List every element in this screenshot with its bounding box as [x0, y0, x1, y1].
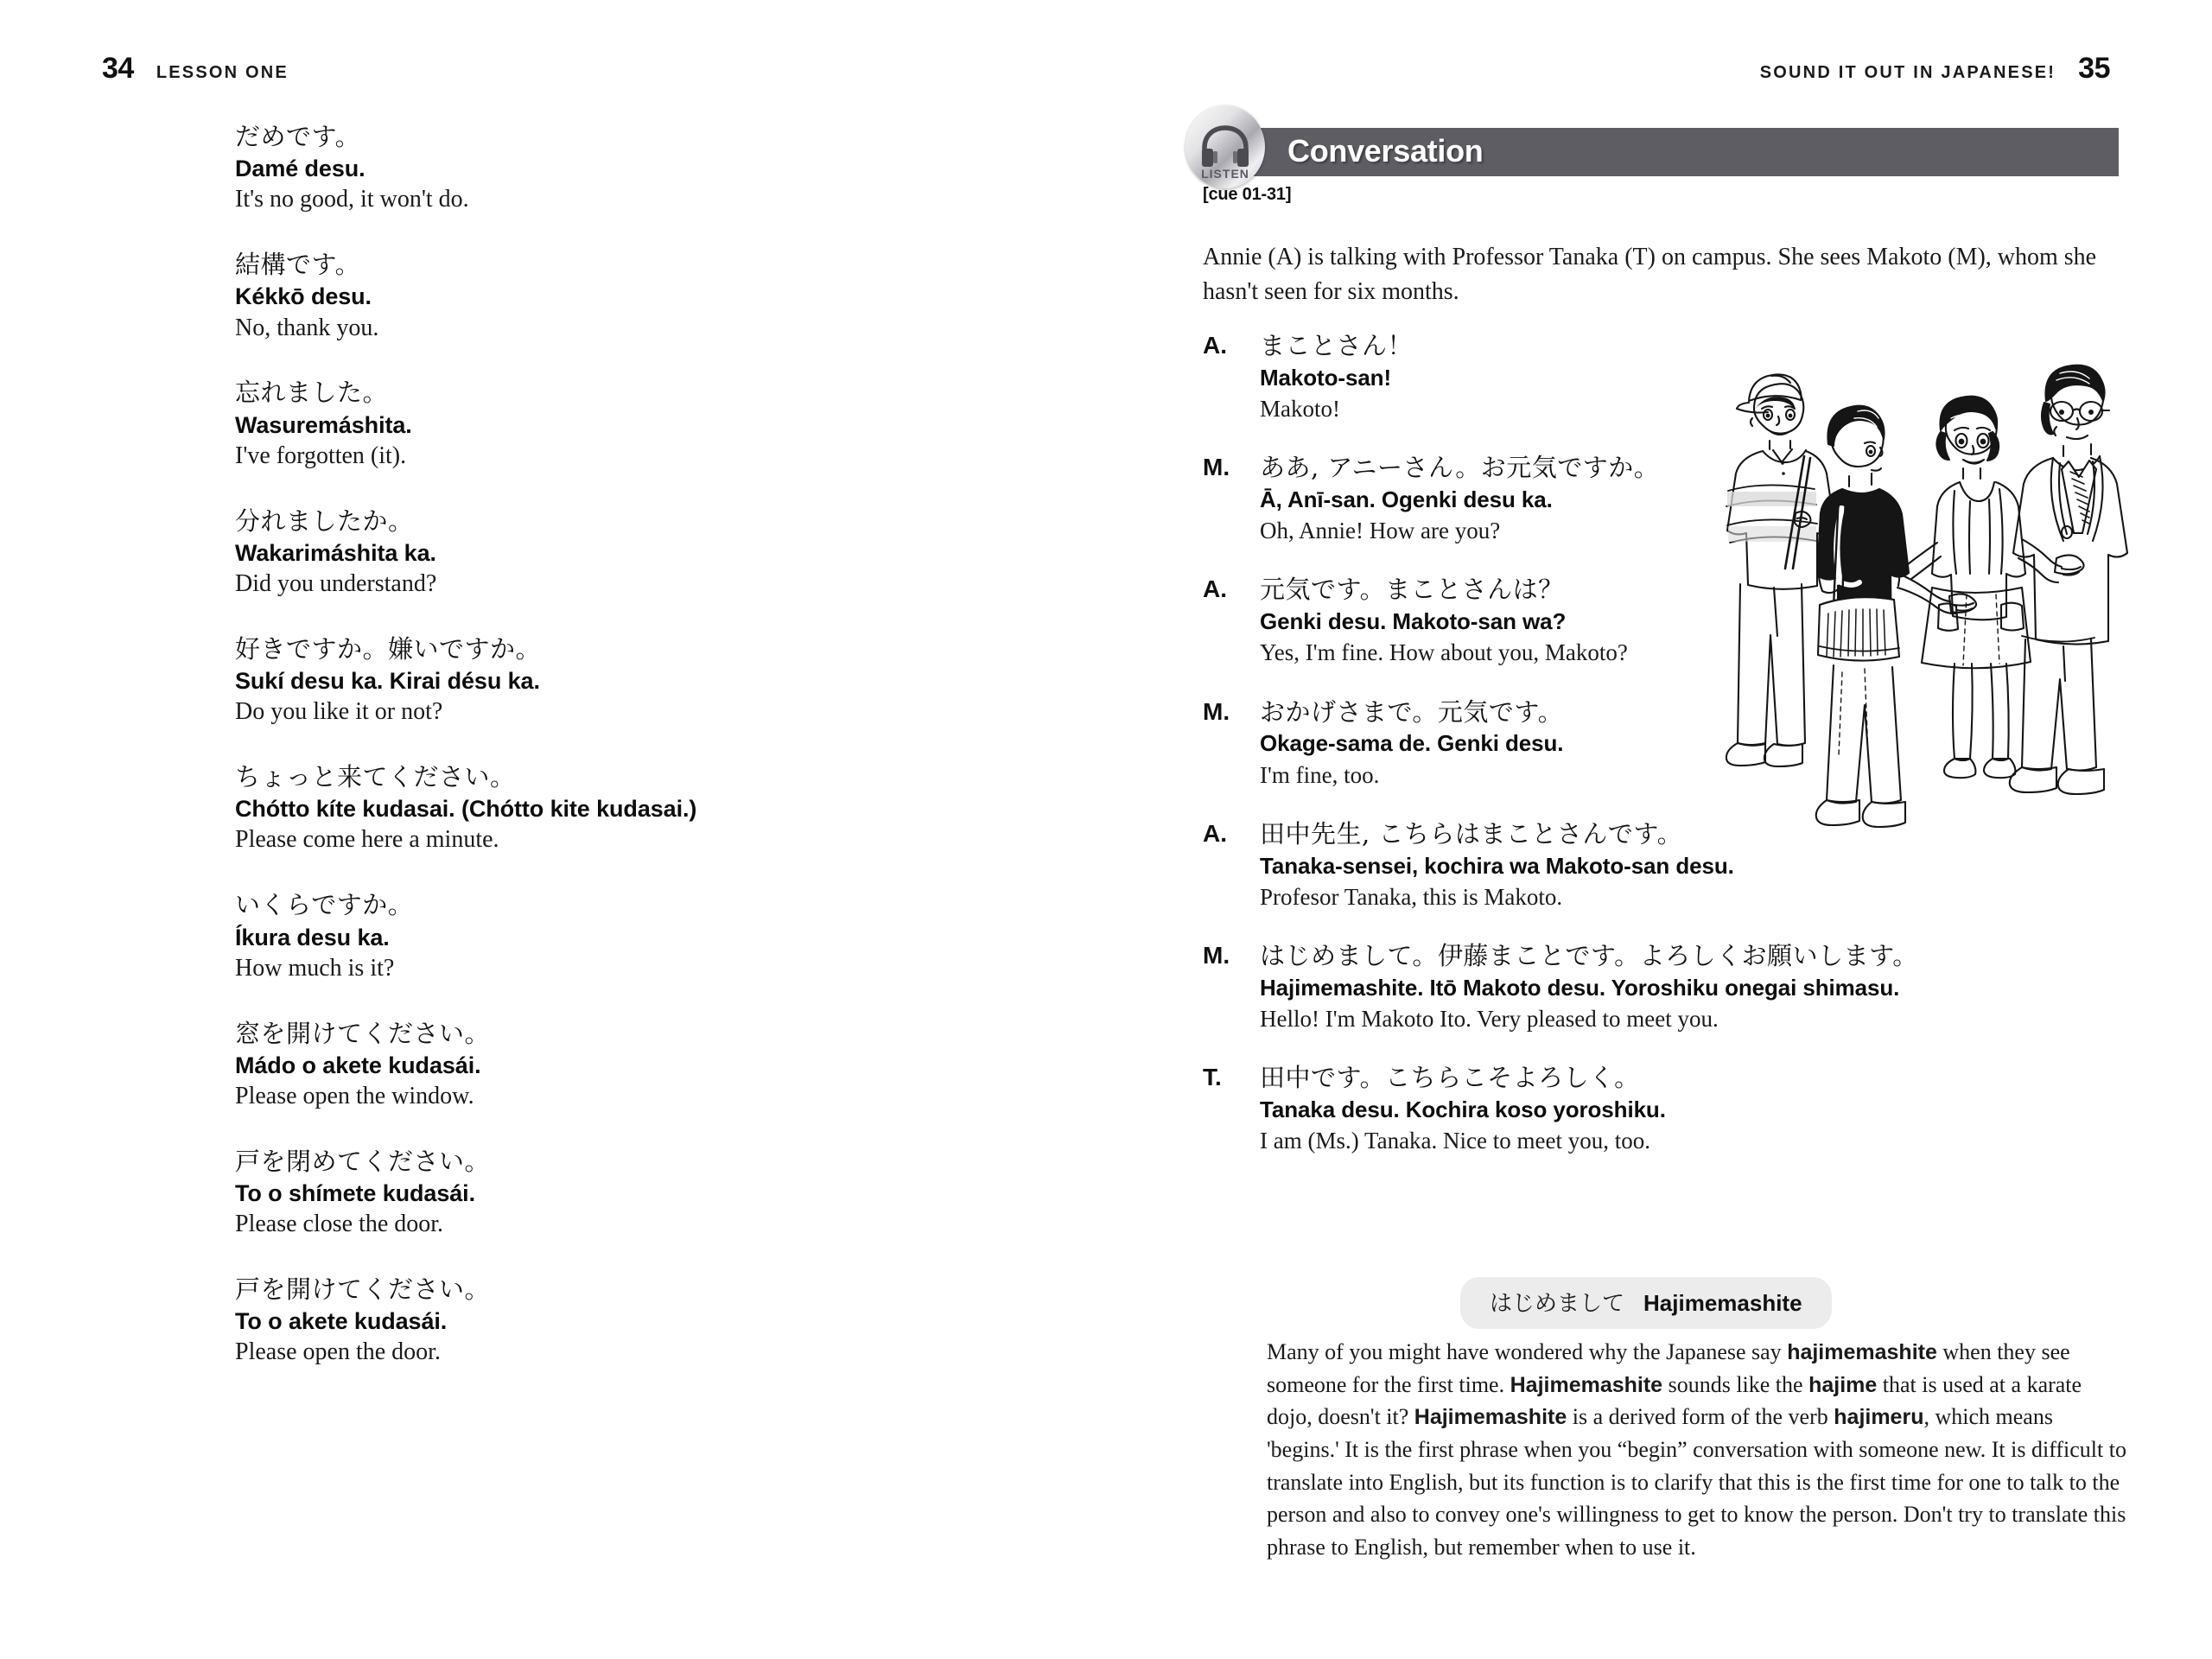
- phrase-entry: [235, 249, 978, 344]
- phrase-english: Do you like it or not?: [235, 698, 443, 726]
- phrase-romaji: Damé desu.: [235, 156, 365, 182]
- turn-romaji: Tanaka-sensei, kochira wa Makoto-san desu.: [1260, 852, 1734, 879]
- turn-romaji: Tanaka desu. Kochira koso yoroshiku.: [1260, 1096, 1666, 1122]
- speaker-label: A.: [1203, 332, 1227, 359]
- phrase-japanese: 窓を開けてください。: [235, 1018, 491, 1048]
- turn-english: I'm fine, too.: [1260, 761, 1380, 788]
- turn-romaji: Okage-sama de. Genki desu.: [1260, 730, 1564, 757]
- phrase-japanese: いくらですか。: [235, 890, 414, 920]
- note-pill-romaji: Hajimemashite: [1643, 1290, 1802, 1316]
- dialogue-turn: [1203, 1062, 2120, 1156]
- speaker-label: A.: [1203, 575, 1227, 603]
- turn-japanese: 元気です。まことさんは？: [1260, 575, 1564, 605]
- phrase-entry: [235, 761, 978, 856]
- phrase-list: [235, 121, 978, 1402]
- phrase-entry: [235, 505, 978, 601]
- phrase-english: It's no good, it won't do.: [235, 186, 469, 213]
- phrase-japanese: 好きですか。嫌いですか。: [235, 633, 542, 664]
- turn-japanese: まことさん！: [1260, 331, 1414, 360]
- turn-english: I am (Ms.) Tanaka. Nice to meet you, too.: [1260, 1128, 1650, 1154]
- phrase-english: No, thank you.: [235, 314, 379, 341]
- turn-japanese: おかげさまで。元気です。: [1260, 696, 1564, 727]
- note-pill-japanese: はじめまして: [1490, 1291, 1625, 1317]
- running-head-title-right: SOUND IT OUT IN JAPANESE!: [1759, 63, 2056, 82]
- turn-lines: [1260, 574, 2120, 668]
- turn-romaji: Makoto-san!: [1260, 364, 1392, 391]
- speaker-label: M.: [1203, 454, 1230, 481]
- listen-badge: [1185, 105, 1265, 188]
- turn-lines: [1260, 452, 2120, 546]
- phrase-entry: [235, 1018, 978, 1113]
- phrase-romaji: Kékkō desu.: [235, 283, 372, 310]
- turn-japanese: はじめまして。伊藤まことです。よろしくお願いします。: [1260, 941, 1918, 971]
- phrase-japanese: だめです。: [235, 122, 361, 151]
- phrase-english: Please close the door.: [235, 1211, 444, 1238]
- page-number-right: 35: [2078, 52, 2110, 85]
- phrase-english: Please open the door.: [235, 1338, 441, 1366]
- turn-lines: [1260, 696, 2120, 791]
- phrase-entry: [235, 633, 978, 728]
- speaker-label: A.: [1203, 819, 1227, 847]
- note-pill: [1460, 1277, 1832, 1329]
- cue-label: [cue 01-31]: [1203, 185, 1292, 204]
- phrase-japanese: 戸を開けてください。: [235, 1274, 491, 1305]
- phrase-japanese: 戸を閉めてください。: [235, 1146, 491, 1176]
- headphones-icon: [1198, 124, 1252, 169]
- speaker-label: M.: [1203, 942, 1230, 969]
- phrase-entry: [235, 889, 978, 984]
- phrase-romaji: Wasuremáshita.: [235, 411, 412, 438]
- phrase-japanese: 忘れました。: [235, 378, 389, 408]
- phrase-romaji: Sukí desu ka. Kirai désu ka.: [235, 668, 540, 695]
- left-running-head: [102, 52, 289, 86]
- turn-japanese: 田中先生, こちらはまことさんです。: [1260, 818, 1683, 849]
- phrase-romaji: To o akete kudasái.: [235, 1308, 448, 1335]
- dialogue-turn: [1203, 940, 2120, 1034]
- dialogue-turn: [1203, 818, 2120, 912]
- phrase-romaji: Mádo o akete kudasái.: [235, 1052, 481, 1078]
- phrase-entry: [235, 1146, 978, 1241]
- conversation-intro: Annie (A) is talking with Professor Tanaka (T) on campus. She sees Makoto (M), whom she hasn't seen for six months.: [1203, 244, 2097, 305]
- phrase-entry: [235, 121, 978, 216]
- phrase-english: I've forgotten (it).: [235, 442, 407, 469]
- conversation-banner: [1201, 128, 2119, 181]
- speaker-label: M.: [1203, 697, 1230, 725]
- phrase-japanese: 分れましたか。: [235, 505, 414, 536]
- dialogue-turn: [1203, 696, 2120, 791]
- phrase-japanese: ちょっと来てください。: [235, 762, 516, 792]
- turn-english: Oh, Annie! How are you?: [1260, 518, 1501, 544]
- phrase-romaji: Chótto kíte kudasai. (Chótto kite kudasai.): [235, 796, 697, 823]
- dialogue-turn: [1203, 452, 2120, 546]
- right-running-head: [1760, 52, 2110, 86]
- phrase-english: How much is it?: [235, 954, 395, 982]
- turn-lines: [1260, 1062, 2120, 1156]
- listen-label: LISTEN: [1201, 167, 1249, 181]
- phrase-english: Please come here a minute.: [235, 826, 499, 854]
- dialogue-turn: [1203, 330, 2120, 424]
- phrase-romaji: Íkura desu ka.: [235, 924, 390, 950]
- dialogue-turn: [1203, 574, 2120, 668]
- turn-romaji: Hajimemashite. Itō Makoto desu. Yoroshiku onegai shimasu.: [1260, 974, 1900, 1001]
- phrase-english: Did you understand?: [235, 569, 437, 597]
- phrase-romaji: Wakarimáshita ka.: [235, 539, 436, 566]
- turn-english: Yes, I'm fine. How about you, Makoto?: [1260, 639, 1628, 666]
- turn-romaji: Genki desu. Makoto-san wa?: [1260, 608, 1567, 635]
- phrase-entry: [235, 377, 978, 472]
- turn-lines: [1260, 818, 2120, 912]
- dialogue-list: [1203, 330, 2120, 1185]
- turn-romaji: Ā, Anī-san. Ogenki desu ka.: [1260, 486, 1553, 512]
- turn-japanese: 田中です。こちらこそよろしく。: [1260, 1063, 1640, 1093]
- speaker-label: T.: [1203, 1064, 1222, 1091]
- turn-english: Hello! I'm Makoto Ito. Very pleased to meet you.: [1260, 1006, 1719, 1033]
- turn-english: Profesor Tanaka, this is Makoto.: [1260, 883, 1563, 910]
- turn-japanese: ああ, アニーさん。お元気ですか。: [1260, 453, 1660, 483]
- running-head-title-left: LESSON ONE: [156, 63, 289, 82]
- turn-english: Makoto!: [1260, 396, 1340, 423]
- banner-title: Conversation: [1287, 133, 1484, 169]
- phrase-english: Please open the window.: [235, 1082, 474, 1109]
- note-body: Many of you might have wondered why the Japanese say hajimemashite when they see someone for the first time. Hajimemashite sounds like the hajime that is used at a karate dojo, doesn't it? Hajimemashite is a derived form of the verb hajimeru, which means 'begins.' It is the first phrase when you “begin” conversation with someone new. It is difficult to translate into English, but its function is to clarify that this is the first time for one to talk to the person and also to convey one's willingness to get to know the person. Don't try to translate this phrase to English, but remember when to use it.: [1267, 1339, 2126, 1560]
- phrase-romaji: To o shímete kudasái.: [235, 1179, 475, 1206]
- turn-lines: [1260, 940, 2120, 1034]
- phrase-entry: [235, 1274, 978, 1369]
- phrase-japanese: 結構です。: [235, 250, 361, 280]
- page-number-left: 34: [102, 52, 134, 85]
- turn-lines: [1260, 330, 2120, 424]
